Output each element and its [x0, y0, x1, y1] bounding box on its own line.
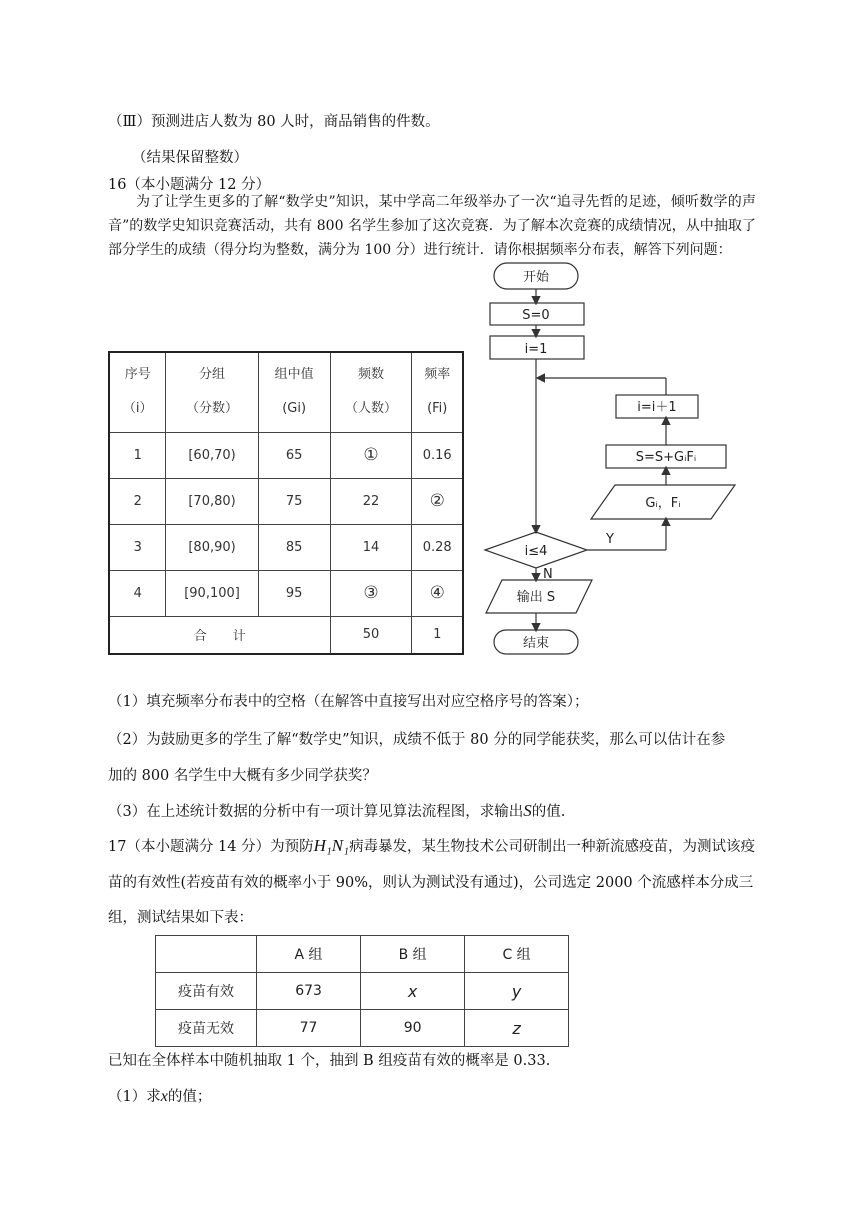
header-index: 序号 （i） — [109, 352, 166, 432]
q16-header: 16（本小题满分 12 分） — [108, 177, 271, 193]
var-x: x — [160, 1088, 168, 1105]
increment-label: i=i＋1 — [637, 400, 677, 415]
no-label: N — [543, 567, 553, 582]
table-total-row: 合 计 50 1 — [109, 616, 463, 654]
yes-label: Y — [606, 532, 614, 547]
table-row: 2 [70,80) 75 22 ② — [109, 478, 463, 524]
header-count: 频数 （人数） — [330, 352, 412, 432]
table-header-row: A 组 B 组 C 组 — [156, 936, 569, 973]
output-label: 输出 S — [516, 590, 556, 605]
result-note: （结果保留整数） — [132, 150, 248, 166]
vaccine-table — [155, 935, 569, 1047]
init-i-label: i=1 — [524, 342, 548, 357]
q16-sub2-line2: 加的 800 名学生中大概有多少同学获奖？ — [108, 768, 377, 784]
q17-line3: 组，测试结果如下表： — [108, 910, 253, 926]
q16-intro: 为了让学生更多的了解“数学史”知识，某中学高二年级举办了一次“追寻先哲的足迹，倾听数学的声音”的数学史知识竞赛活动，共有 800 名学生参加了这次竞赛．为了解本次竞赛的成绩情况，从中抽取了部分学生的成绩（得分均为整数，满分为 100 分）进行统计．请你根据频率分布表，解答下列问题： — [108, 194, 756, 258]
table-row: 疫苗无效 77 90 z — [156, 1010, 569, 1047]
q17-condition: 已知在全体样本中随机抽取 1 个，抽到 B 组疫苗有效的概率是 0.33. — [108, 1053, 551, 1069]
q17-line2: 苗的有效性(若疫苗有效的概率小于 90%，则认为测试没有通过)，公司选定 2000 个流感样本分成三 — [108, 875, 754, 891]
q16-sub1: （1）填充频率分布表中的空格（在解答中直接写出对应空格序号的答案）； — [108, 694, 589, 710]
q17-line1: 17（本小题满分 14 分）为预防H₁N₁病毒暴发，某生物技术公司研制出一种新流感疫苗，为测试该疫 — [108, 836, 756, 855]
header-midpoint: 组中值 (Gi) — [258, 352, 330, 432]
virus-name: H₁N₁ — [313, 836, 350, 855]
part3-text: （Ⅲ）预测进店人数为 80 人时，商品销售的件数。 — [108, 114, 440, 130]
init-s-label: S=0 — [522, 308, 550, 323]
header-frequency: 频率 (Fi) — [412, 352, 463, 432]
q16-sub3: （3）在上述统计数据的分析中有一项计算见算法流程图，求输出S的值. — [108, 801, 566, 820]
table-row: 疫苗有效 673 x y — [156, 973, 569, 1010]
q17-sub1: （1）求x的值； — [108, 1088, 212, 1105]
input-label: Gᵢ，Fᵢ — [645, 496, 681, 511]
var-s: S — [523, 801, 532, 820]
algorithm-flowchart — [480, 258, 750, 658]
frequency-table — [108, 351, 464, 655]
start-label: 开始 — [522, 270, 550, 285]
condition-label: i≤4 — [524, 544, 548, 559]
table-row: 1 [60,70) 65 ① 0.16 — [109, 432, 463, 478]
table-row: 4 [90,100] 95 ③ ④ — [109, 570, 463, 616]
end-label: 结束 — [522, 636, 550, 651]
header-group: 分组 （分数） — [166, 352, 258, 432]
table-row: 3 [80,90) 85 14 0.28 — [109, 524, 463, 570]
accumulate-label: S=S+GᵢFᵢ — [635, 450, 697, 465]
q16-sub2-line1: （2）为鼓励更多的学生了解“数学史”知识，成绩不低于 80 分的同学能获奖，那么可以估计在参 — [108, 732, 726, 748]
